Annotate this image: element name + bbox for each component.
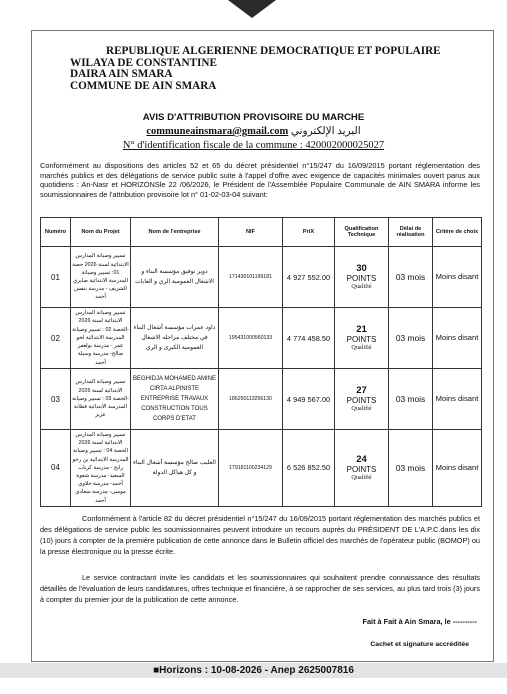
cell-qualification [335, 369, 389, 430]
email-line [0, 125, 507, 137]
cell-prix: 4 949 567.00 [283, 369, 335, 430]
qualification-points-label: POINTS [346, 274, 377, 283]
cell-qualification [335, 308, 389, 369]
cell-qualification [335, 247, 389, 308]
cell-qualification [335, 430, 389, 507]
cachet-signature: Cachet et signature accréditée [370, 641, 469, 648]
cell-critere: Moins disant [433, 430, 482, 507]
cell-critere: Moins disant [433, 247, 482, 308]
publication-footer: ■Horizons : 10-08-2026 - Anep 2625007816 [0, 663, 507, 678]
intro-paragraph: Conformément au dispositions des articles 52 et 65 du décret présidentiel n°15/247 du 16/09/2015 portant réglementation des marchés publics et des délégations de service public suite à l'appel d'offre avec exigence de capacités minimales ouvert parus aux quotidiens : An-Nasr et HORIZONSle 22 /06/2026, le Président de l'Assemblée Populaire Communale de AIN SMARA informe les soumissionnaires de l'attribution provisoire lot n° 01-02-03-04 suivant: [40, 161, 480, 199]
avis-title: AVIS D'ATTRIBUTION PROVISOIRE DU MARCHE [142, 112, 365, 123]
qualification-points: 21 [356, 324, 367, 335]
cell-entreprise: BEGHIDJA MOHAMED AMINE CIRTA ALPINISTE ENTREPRISE TRAVAUX CONSTRUCTION TOUS CORPS D'ETAT [131, 369, 219, 430]
header-commune: COMMUNE DE AIN SMARA [70, 79, 217, 92]
cell-projet: تسيير وصيانة المدارس الابتدائية لسنة 2026 الحصة 04 : تسيير وصيانة المدرسة الابتدائية بن رحو رابح - مدرسة كرناب السعيد- مدرسة شعوة أحمد- مدرسة حلاوي موسى- مدرسة سعادي أحمد [71, 430, 131, 507]
qualification-points: 30 [356, 263, 367, 274]
cell-numero: 02 [41, 308, 71, 369]
header-wilaya: WILAYA DE CONSTANTINE [70, 56, 217, 69]
cell-prix: 4 927 552.00 [283, 247, 335, 308]
email-label-arabic: البريد الإلكتروني [290, 126, 361, 137]
header-republic: REPUBLIQUE ALGERIENNE DEMOCRATIQUE ET POPULAIRE [106, 45, 441, 57]
cell-entreprise: العليب صالح مؤسسة أشغال البناء و كل هياكل الدولة [131, 430, 219, 507]
cell-delai: 03 mois [389, 308, 433, 369]
page-corner-decoration [228, 0, 276, 18]
cell-entreprise: دوبر توفيق مؤسسة البناء و الاشغال العمومية الري و الغابات [131, 247, 219, 308]
recours-paragraph: Conformément à l'article 82 du décret présidentiel n°15/247 du 16/09/2015 portant réglementation des marchés publics et des délégations de service public les soumissionnaires peuvent introduire un recours auprès du PRÉSIDENT DE L'A.P.C.dans les dix (10) jours à compter de la première publication de cette annonce dans le Bulletin officiel des marchés de l'opérateur public (BOMOP) ou la presse électronique ou la presse écrite. [40, 514, 480, 556]
qualification-status: Qualifié [351, 405, 372, 412]
cell-projet: تسيير وصيانة المدارس الابتدائية لسنة 2026 -الحصة 02 : تسيير وصيانة المدرسة الابتدائية لخو عمر - مدرسة بولعفر صالح- مدرسة وسيلة أحمد [71, 308, 131, 369]
cell-delai: 03 mois [389, 430, 433, 507]
col-header-qualification: Qualification Technique [335, 218, 389, 247]
qualification-points-label: POINTS [346, 396, 377, 405]
header-block [70, 46, 441, 92]
col-header-nif: NIF [219, 218, 283, 247]
attribution-table [40, 217, 482, 507]
cell-numero: 04 [41, 430, 71, 507]
qualification-status: Qualifié [351, 344, 372, 351]
table-header-row [41, 218, 482, 247]
qualification-points-label: POINTS [346, 335, 377, 344]
cell-nif: 171430101199181 [219, 247, 283, 308]
nif-line: N° d'identification fiscale de la commune : 420002000025027 [122, 140, 385, 151]
fait-a-line: Fait à Fait à Ain Smara, le ---------- [362, 617, 477, 626]
col-header-delai: Délai de réalisation [389, 218, 433, 247]
table-row [41, 430, 482, 507]
qualification-status: Qualifié [351, 473, 372, 481]
cell-numero: 03 [41, 369, 71, 430]
qualification-points: 24 [356, 453, 367, 465]
qualification-points: 27 [356, 385, 367, 396]
qualification-status: Qualifié [351, 283, 372, 290]
cell-nif: 195431000560133 [219, 308, 283, 369]
table-row [41, 369, 482, 430]
cell-delai: 03 mois [389, 247, 433, 308]
col-header-prix: PriX [283, 218, 335, 247]
cell-nif: 186250113256130 [219, 369, 283, 430]
cell-critere: Moins disant [433, 369, 482, 430]
cell-prix: 6 526 852.50 [283, 430, 335, 507]
col-header-numero: Numéro [41, 218, 71, 247]
cell-nif: 179181100234129 [219, 430, 283, 507]
email-link[interactable]: communeainsmara@gmail.com [146, 126, 289, 137]
col-header-entreprise: Nom de l'entreprise [131, 218, 219, 247]
qualification-points-label: POINTS [346, 464, 377, 474]
col-header-critere: Critère de choix [433, 218, 482, 247]
cell-delai: 03 mois [389, 369, 433, 430]
table-row [41, 247, 482, 308]
invitation-paragraph: Le service contractant invite les candidats et les soumissionnaires qui souhaitent prendre connaissance des résultats détaillés de l'évaluation de leurs candidatures, offres technique et financière, à se rapprocher de ses services, au plus tard trois (3) jours à compter du premier jour de la publication de cette annonce. [40, 573, 480, 604]
cell-critere: Moins disant [433, 308, 482, 369]
col-header-projet: Nom du Projet [71, 218, 131, 247]
cell-entreprise: داود عمرات مؤسسة أشغال البناء في مختلف مراحله الاشغال العمومية الكبرى و الري [131, 308, 219, 369]
cell-numero: 01 [41, 247, 71, 308]
cell-projet: تسيير وصيانة المدارس الابتدائية لسنة 2026 -الحصة 03 : تسيير وصيانة المدرسة الابتدائية قطابة عزيز [71, 369, 131, 430]
header-daira: DAIRA AIN SMARA [70, 68, 173, 81]
cell-prix: 4 774 458.50 [283, 308, 335, 369]
cell-projet: تسيير وصيانة المدارس الابتدائية لسنة 2026 حصة 01: تسيير وصيانة المدرسة الابتدائية صابري الشريف - مدرسة بنفس أحمد [71, 247, 131, 308]
table-row [41, 308, 482, 369]
